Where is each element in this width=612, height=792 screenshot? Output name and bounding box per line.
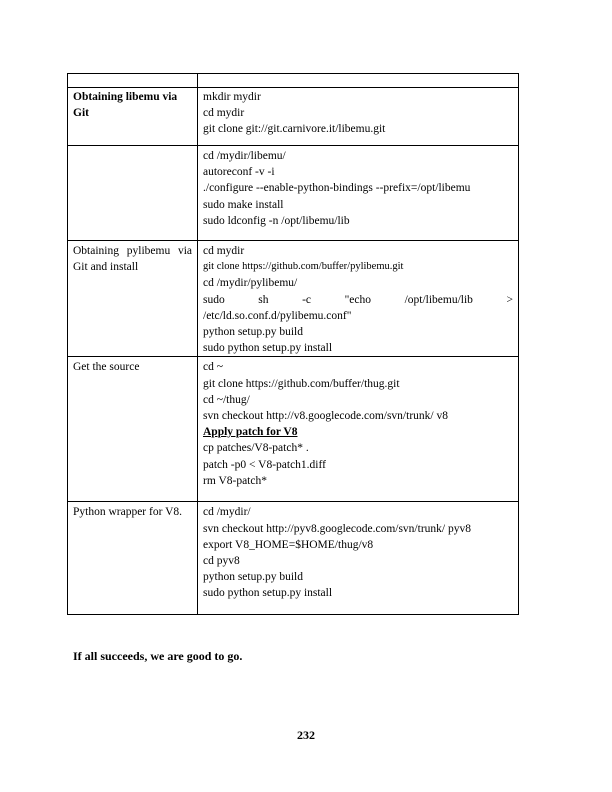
command-line: cd mydir bbox=[203, 107, 245, 120]
command-line: sudo python setup.py install bbox=[203, 342, 333, 355]
row-commands bbox=[198, 357, 519, 502]
row-label: Obtaining libemu via Git bbox=[68, 88, 198, 146]
command-line: cd ~ bbox=[203, 361, 223, 374]
echo-part: sh bbox=[258, 293, 269, 306]
row-commands bbox=[198, 241, 519, 357]
table-row bbox=[68, 146, 519, 241]
command-line: git clone git://git.carnivore.it/libemu.git bbox=[203, 123, 386, 136]
command-line: python setup.py build bbox=[203, 571, 303, 584]
command-line: git clone https://github.com/buffer/thug.git bbox=[203, 377, 400, 390]
table-row bbox=[68, 502, 519, 615]
table-header-row bbox=[68, 74, 519, 88]
footer-text: If all succeeds, we are good to go. bbox=[73, 649, 243, 663]
command-line: sudo ldconfig -n /opt/libemu/lib bbox=[203, 214, 350, 227]
patch-heading: Apply patch for V8 bbox=[203, 426, 298, 439]
row-label bbox=[68, 146, 198, 241]
command-line: cp patches/V8-patch* . bbox=[203, 442, 309, 455]
command-line: export V8_HOME=$HOME/thug/v8 bbox=[203, 538, 374, 551]
echo-part: > bbox=[506, 293, 513, 306]
command-line: sudo make install bbox=[203, 198, 284, 211]
command-line: autoreconf -v -i bbox=[203, 166, 275, 179]
header-cell-step bbox=[68, 74, 198, 88]
table-row bbox=[68, 241, 519, 357]
page-number: 232 bbox=[297, 728, 315, 742]
row-commands bbox=[198, 502, 519, 615]
echo-part: sudo bbox=[203, 293, 225, 306]
echo-part: "echo bbox=[344, 293, 371, 306]
table-row bbox=[68, 357, 519, 502]
command-line: rm V8-patch* bbox=[203, 474, 267, 487]
echo-part: /opt/libemu/lib bbox=[404, 293, 473, 306]
row-commands bbox=[198, 146, 519, 241]
command-line: svn checkout http://pyv8.googlecode.com/svn/trunk/ pyv8 bbox=[203, 522, 471, 535]
command-line: cd pyv8 bbox=[203, 555, 240, 568]
command-line: git clone https://github.com/buffer/pylibemu.git bbox=[203, 261, 404, 273]
row-commands bbox=[198, 88, 519, 146]
command-line: cd ~/thug/ bbox=[203, 393, 250, 406]
command-line: mkdir mydir bbox=[203, 91, 261, 103]
row-label: Python wrapper for V8. bbox=[68, 502, 198, 615]
command-line: python setup.py build bbox=[203, 326, 303, 339]
row-label: Obtaining pylibemu via Git and install bbox=[68, 241, 198, 357]
command-line: sudo python setup.py install bbox=[203, 587, 333, 600]
command-line: cd /mydir/ bbox=[203, 506, 251, 519]
command-line: svn checkout http://v8.googlecode.com/svn/trunk/ v8 bbox=[203, 410, 448, 423]
command-line: cd /mydir/libemu/ bbox=[203, 150, 286, 162]
row-label: Get the source bbox=[68, 357, 198, 502]
table-row bbox=[68, 88, 519, 146]
command-line: cd /mydir/pylibemu/ bbox=[203, 277, 298, 290]
command-line: ./configure --enable-python-bindings --prefix=/opt/libemu bbox=[203, 182, 471, 195]
header-cell-commands bbox=[198, 74, 519, 88]
command-line: patch -p0 < V8-patch1.diff bbox=[203, 458, 326, 471]
install-steps-table bbox=[67, 73, 519, 615]
command-line: cd mydir bbox=[203, 245, 245, 257]
echo-command-line bbox=[203, 292, 513, 308]
command-line: /etc/ld.so.conf.d/pylibemu.conf" bbox=[203, 309, 352, 322]
echo-part: -c bbox=[302, 293, 312, 306]
